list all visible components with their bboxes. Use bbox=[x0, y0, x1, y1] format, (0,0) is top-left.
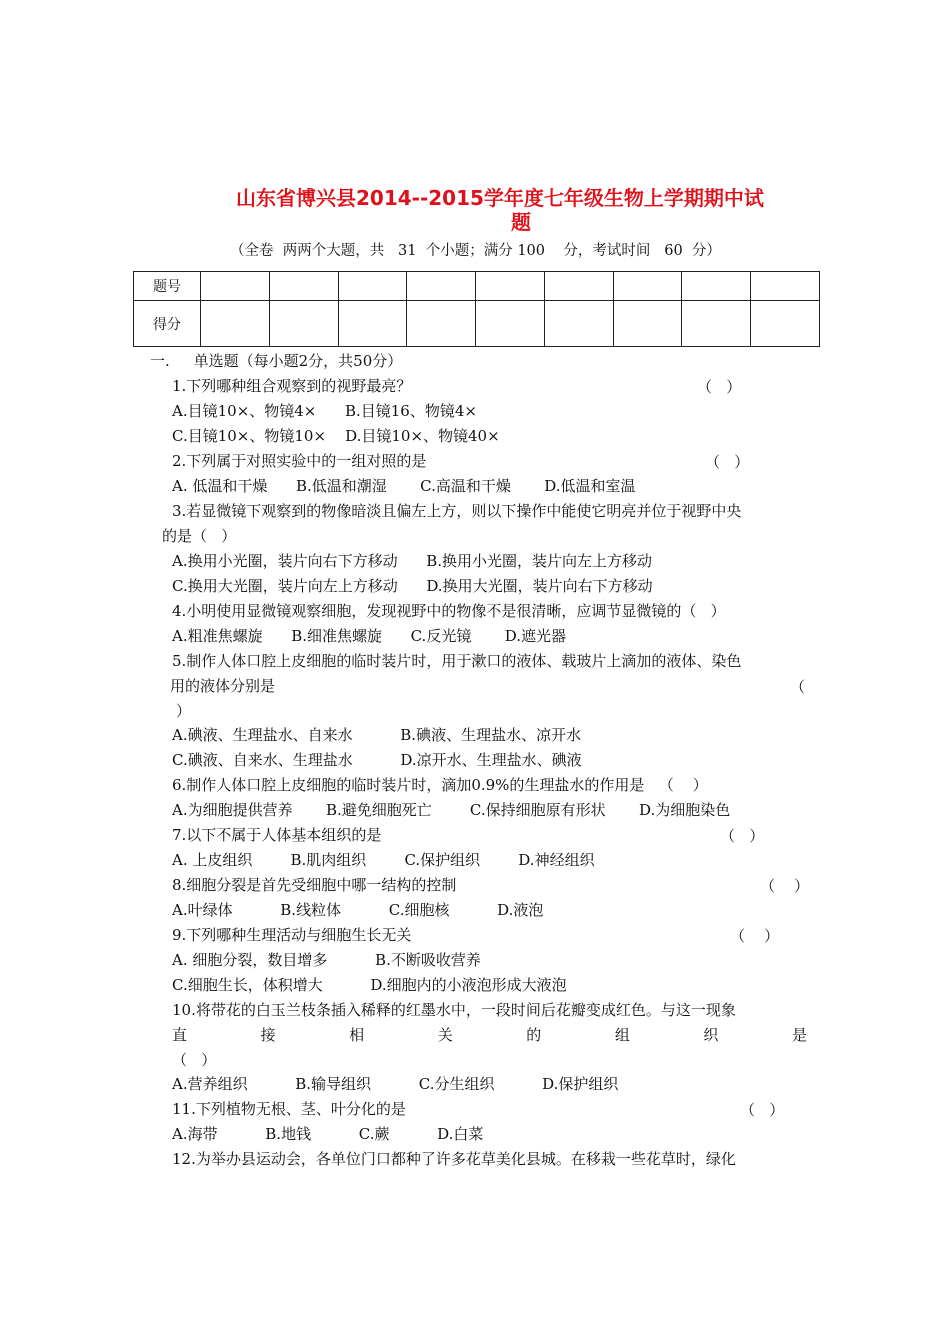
question-3-options-ab: A.换用小光圈，装片向右下方移动 B.换用小光圈，装片向左上方移动 bbox=[172, 552, 653, 570]
question-11-options: A.海带 B.地钱 C.蕨 D.白菜 bbox=[172, 1125, 484, 1143]
question-3-stem-cont: 的是（ ） bbox=[162, 527, 237, 545]
score-cell bbox=[751, 301, 820, 347]
question-10-word: 接 bbox=[260, 1026, 276, 1044]
score-table bbox=[133, 271, 820, 347]
exam-title-line2: 题 bbox=[511, 210, 531, 234]
question-10-word: 织 bbox=[703, 1026, 719, 1044]
score-cell bbox=[269, 272, 338, 301]
score-cell bbox=[613, 272, 682, 301]
score-cell bbox=[201, 272, 270, 301]
question-10-word: 相 bbox=[349, 1026, 365, 1044]
question-10-word: 关 bbox=[437, 1026, 453, 1044]
question-9-answer-blank: （ ） bbox=[730, 927, 780, 945]
question-10-word: 是 bbox=[791, 1026, 807, 1044]
question-6-stem: 6.制作人体口腔上皮细胞的临时装片时，滴加0.9%的生理盐水的作用是 （ ） bbox=[172, 776, 708, 794]
question-8-answer-blank: （ ） bbox=[760, 877, 810, 895]
score-cell bbox=[407, 301, 476, 347]
exam-title bbox=[226, 186, 816, 234]
question-10-stem-cont bbox=[172, 1024, 807, 1045]
score-cell bbox=[476, 272, 545, 301]
score-cell bbox=[613, 301, 682, 347]
question-7-options: A. 上皮组织 B.肌肉组织 C.保护组织 D.神经组织 bbox=[172, 851, 595, 869]
question-9-options-cd: C.细胞生长，体积增大 D.细胞内的小液泡形成大液泡 bbox=[172, 976, 567, 994]
question-11-answer-blank: （ ） bbox=[740, 1101, 785, 1119]
question-1-options-cd: C.目镜10×、物镜10× D.目镜10×、物镜40× bbox=[172, 427, 500, 445]
score-table-row-score bbox=[134, 301, 820, 347]
question-6-options: A.为细胞提供营养 B.避免细胞死亡 C.保持细胞原有形状 D.为细胞染色 bbox=[172, 801, 731, 819]
question-7-stem: 7.以下不属于人体基本组织的是 bbox=[172, 826, 382, 844]
score-cell bbox=[201, 301, 270, 347]
score-cell bbox=[682, 301, 751, 347]
score-cell bbox=[544, 301, 613, 347]
question-8-options: A.叶绿体 B.线粒体 C.细胞核 D.液泡 bbox=[172, 901, 544, 919]
score-cell bbox=[751, 272, 820, 301]
question-1-stem: 1.下列哪种组合观察到的视野最亮？ bbox=[172, 377, 412, 395]
question-5-answer-close: ） bbox=[176, 702, 192, 720]
question-10-word: 组 bbox=[614, 1026, 630, 1044]
question-10-word: 直 bbox=[172, 1026, 188, 1044]
question-1-answer-blank: （ ） bbox=[697, 378, 742, 396]
question-10-word: 的 bbox=[526, 1026, 542, 1044]
question-10-stem: 10.将带花的白玉兰枝条插入稀释的红墨水中，一段时间后花瓣变成红色。与这一现象 bbox=[172, 1001, 736, 1019]
score-table-label-number: 题号 bbox=[134, 272, 201, 301]
question-5-stem-cont: 用的液体分别是 bbox=[170, 677, 276, 695]
score-cell bbox=[682, 272, 751, 301]
question-10-options: A.营养组织 B.输导组织 C.分生组织 D.保护组织 bbox=[172, 1075, 619, 1093]
score-cell bbox=[269, 301, 338, 347]
question-9-options-ab: A. 细胞分裂，数目增多 B.不断吸收营养 bbox=[172, 951, 481, 969]
question-1-options-ab: A.目镜10×、物镜4× B.目镜16、物镜4× bbox=[172, 402, 477, 420]
question-11-stem: 11.下列植物无根、茎、叶分化的是 bbox=[172, 1100, 406, 1118]
question-4-options: A.粗准焦螺旋 B.细准焦螺旋 C.反光镜 D.遮光器 bbox=[172, 627, 566, 645]
score-cell bbox=[338, 272, 407, 301]
exam-title-line1: 山东省博兴县2014--2015学年度七年级生物上学期期中试 bbox=[236, 186, 764, 210]
score-cell bbox=[407, 272, 476, 301]
question-5-options-ab: A.碘液、生理盐水、自来水 B.碘液、生理盐水、凉开水 bbox=[172, 726, 582, 744]
question-2-options: A. 低温和干燥 B.低温和潮湿 C.高温和干燥 D.低温和室温 bbox=[172, 477, 636, 495]
question-4-stem: 4.小明使用显微镜观察细胞，发现视野中的物像不是很清晰，应调节显微镜的（ ） bbox=[172, 602, 726, 620]
score-table-row-number bbox=[134, 272, 820, 301]
score-table-label-score: 得分 bbox=[134, 301, 201, 347]
question-7-answer-blank: （ ） bbox=[720, 827, 765, 845]
score-cell bbox=[338, 301, 407, 347]
question-8-stem: 8.细胞分裂是首先受细胞中哪一结构的控制 bbox=[172, 876, 457, 894]
question-5-answer-open: （ bbox=[790, 678, 806, 696]
question-9-stem: 9.下列哪种生理活动与细胞生长无关 bbox=[172, 926, 412, 944]
question-3-options-cd: C.换用大光圈，装片向左上方移动 D.换用大光圈，装片向右下方移动 bbox=[172, 577, 653, 595]
question-3-stem: 3.若显微镜下观察到的物像暗淡且偏左上方，则以下操作中能使它明亮并位于视野中央 bbox=[172, 502, 742, 520]
question-2-stem: 2.下列属于对照实验中的一组对照的是 bbox=[172, 452, 427, 470]
question-5-stem: 5.制作人体口腔上皮细胞的临时装片时，用于漱口的液体、载玻片上滴加的液体、染色 bbox=[172, 652, 742, 670]
question-10-answer-blank: （ ） bbox=[172, 1051, 217, 1069]
exam-subtitle: （全卷 两两个大题，共 31 个小题；满分 100 分，考试时间 60 分） bbox=[230, 243, 721, 259]
score-cell bbox=[544, 272, 613, 301]
score-cell bbox=[476, 301, 545, 347]
question-2-answer-blank: （ ） bbox=[705, 453, 750, 471]
question-5-options-cd: C.碘液、自来水、生理盐水 D.凉开水、生理盐水、碘液 bbox=[172, 751, 582, 769]
question-12-stem: 12.为举办县运动会，各单位门口都种了许多花草美化县城。在移栽一些花草时，绿化 bbox=[172, 1150, 736, 1168]
section-heading: 一. 单选题（每小题2分，共50分） bbox=[150, 352, 403, 370]
